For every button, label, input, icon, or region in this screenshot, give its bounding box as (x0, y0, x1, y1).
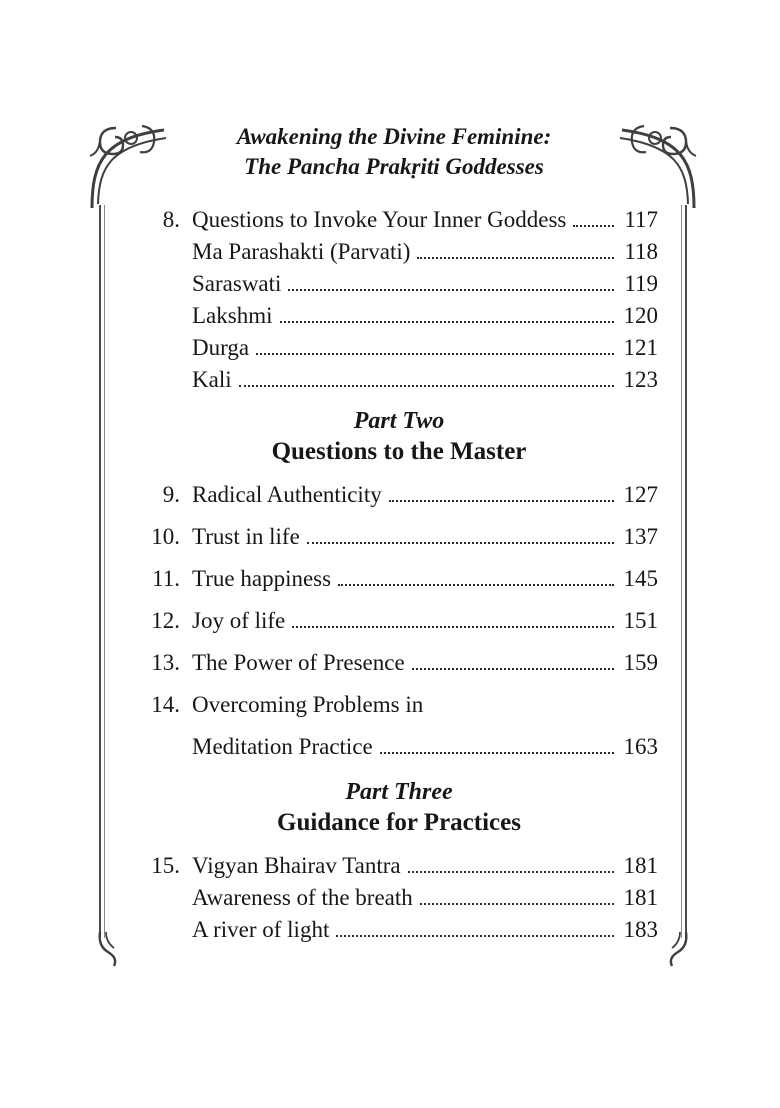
right-inner-border-line (681, 205, 682, 938)
toc-entry-title: Ma Parashakti (Parvati) (192, 239, 411, 264)
toc-entry-number: 12. (151, 608, 180, 633)
toc-leader-dots (573, 225, 614, 227)
toc-entry-title: Meditation Practice (192, 734, 373, 759)
toc-entry-page: 163 (623, 734, 658, 759)
toc-entry (140, 918, 658, 942)
toc-entry-title: Vigyan Bhairav Tantra (192, 853, 401, 878)
toc-entry-title: Joy of life (192, 608, 286, 633)
toc-leader-dots (380, 752, 614, 754)
toc-entry-title: Lakshmi (192, 303, 273, 328)
part-heading (140, 406, 658, 467)
toc-entry-title: A river of light (192, 917, 330, 942)
toc-entry-title: The Power of Presence (192, 650, 405, 675)
toc-entry (140, 735, 658, 759)
toc-entry-number: 10. (151, 524, 180, 549)
part-title: Part Three (345, 779, 453, 805)
toc-entry-number: 9. (162, 482, 180, 507)
toc-leader-dots (338, 584, 614, 586)
part-subtitle: Guidance for Practices (277, 809, 521, 836)
toc-entry-title: Questions to Invoke Your Inner Goddess (192, 207, 567, 232)
toc-leader-dots (417, 257, 614, 259)
toc-leader-dots (408, 871, 614, 873)
toc-leader-dots (389, 500, 614, 502)
book-title-line2: The Pancha Prakṛiti Goddesses (244, 154, 544, 179)
toc-entry-page: 117 (624, 207, 658, 232)
toc-leader-dots (239, 385, 614, 387)
toc-entry-title: Trust in life (192, 524, 300, 549)
part-title: Part Two (353, 408, 445, 434)
part-subtitle: Questions to the Master (271, 438, 527, 465)
toc-entry-page: 137 (623, 524, 658, 549)
book-title-header (140, 122, 648, 182)
table-of-contents (140, 208, 658, 950)
toc-entry-page: 181 (623, 885, 658, 910)
toc-entry (140, 854, 658, 878)
right-border-line (685, 205, 687, 938)
toc-entry-page: 123 (623, 367, 658, 392)
toc-entry-page: 121 (623, 335, 658, 360)
toc-entry (140, 525, 658, 549)
toc-entry-page: 159 (623, 650, 658, 675)
toc-entry (140, 886, 658, 910)
toc-leader-dots (307, 542, 614, 544)
corner-ornament-bottom-right-icon (658, 930, 698, 970)
toc-entry-page: 120 (623, 303, 658, 328)
toc-leader-dots (256, 353, 614, 355)
toc-entry (140, 336, 658, 360)
left-inner-border-line (104, 205, 105, 938)
toc-entry (140, 567, 658, 591)
toc-leader-dots (420, 903, 614, 905)
part-heading (140, 777, 658, 838)
toc-entry-title: Awareness of the breath (192, 885, 413, 910)
book-title-line1: Awakening the Divine Feminine: (236, 124, 552, 149)
toc-entry (140, 651, 658, 675)
toc-entry-title: Saraswati (192, 271, 282, 296)
toc-entry-page: 145 (623, 566, 658, 591)
toc-entry-page: 183 (623, 917, 658, 942)
toc-entry-title: Kali (192, 367, 232, 392)
toc-entry (140, 272, 658, 296)
toc-entry (140, 240, 658, 264)
toc-leader-dots (280, 321, 615, 323)
toc-leader-dots (288, 289, 614, 291)
corner-ornament-bottom-left-icon (88, 930, 128, 970)
toc-leader-dots (336, 935, 614, 937)
toc-entry-title: Overcoming Problems in (192, 692, 424, 717)
toc-entry-title: True happiness (192, 566, 332, 591)
toc-entry (140, 609, 658, 633)
toc-entry (140, 368, 658, 392)
toc-entry (140, 483, 658, 507)
toc-entry-page: 119 (624, 271, 658, 296)
toc-entry-number: 13. (151, 650, 180, 675)
toc-entry-page: 118 (624, 239, 658, 264)
left-border-line (99, 205, 101, 938)
toc-entry (140, 208, 658, 232)
toc-leader-dots (292, 626, 614, 628)
toc-entry-page: 151 (623, 608, 658, 633)
toc-entry-page: 181 (623, 853, 658, 878)
toc-entry-number: 11. (152, 566, 180, 591)
toc-entry-title: Radical Authenticity (192, 482, 382, 507)
toc-entry (140, 304, 658, 328)
toc-entry (140, 693, 658, 717)
toc-entry-number: 8. (162, 207, 180, 232)
toc-entry-number: 15. (151, 853, 180, 878)
toc-entry-title: Durga (192, 335, 250, 360)
toc-entry-page: 127 (623, 482, 658, 507)
toc-entry-number: 14. (151, 692, 180, 717)
toc-leader-dots (412, 668, 614, 670)
